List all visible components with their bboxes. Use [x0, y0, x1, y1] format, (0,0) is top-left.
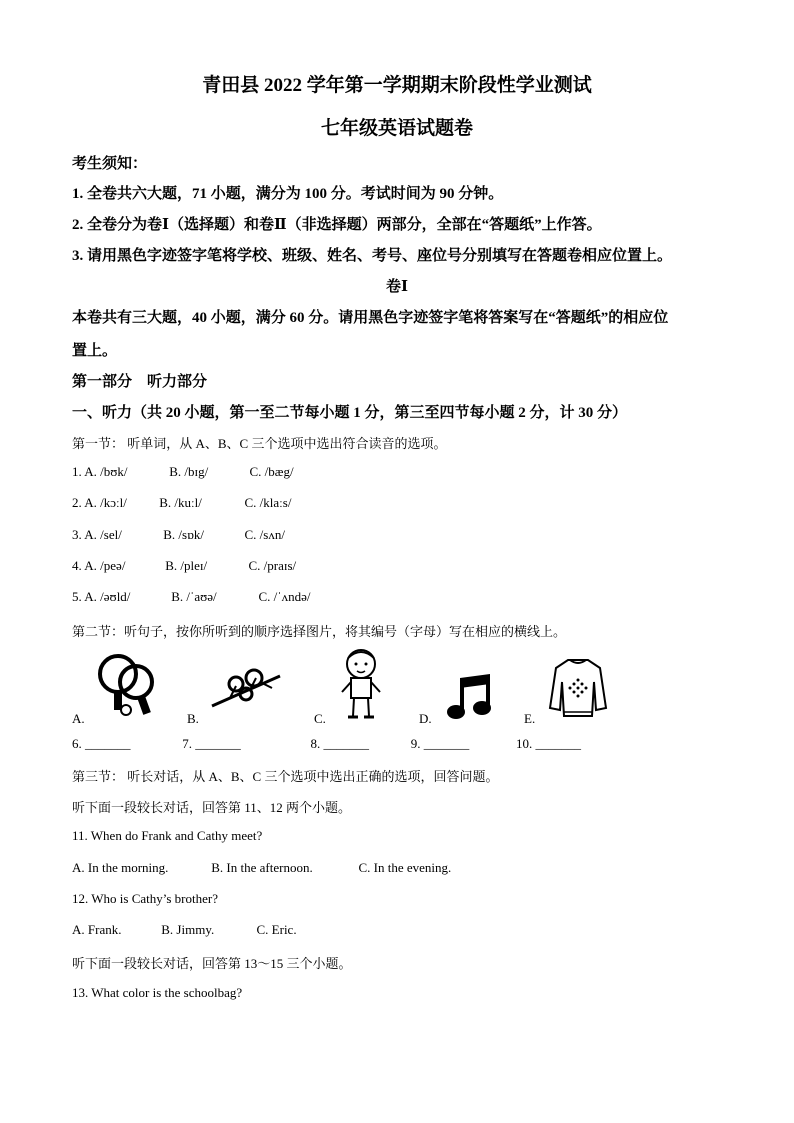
- q1-option-c: C. /bæg/: [249, 464, 294, 479]
- q4-option-a: 4. A. /peə/: [72, 558, 126, 573]
- dialog2-intro: 听下面一段较长对话，回答第 13～15 三个小题。: [72, 956, 352, 971]
- q3-option-a: 3. A. /sel/: [72, 527, 122, 542]
- picture-c-label: C.: [314, 711, 326, 726]
- q2-option-c: C. /klaːs/: [244, 495, 292, 510]
- question-3: [72, 527, 285, 543]
- q2-option-a: 2. A. /kɔːl/: [72, 495, 127, 510]
- sec1-intro: 第一节： 听单词，从 A、B、C 三个选项中选出符合读音的选项。: [72, 436, 447, 451]
- question-1: [72, 464, 294, 480]
- question-5: [72, 589, 311, 605]
- notice-item-3: 3. 请用黑色字迹签字笔将学校、班级、姓名、考号、座位号分别填写在答题卷相应位置上。: [72, 248, 673, 264]
- q4-option-b: B. /pleɪ/: [165, 558, 208, 573]
- notice-item-1: 1. 全卷共六大题，71 小题，满分为 100 分。考试时间为 90 分钟。: [72, 186, 504, 202]
- volume-desc-line-2: 置上。: [72, 343, 118, 359]
- sec2-intro: 第二节：听句子，按你所听到的顺序选择图片，将其编号（字母）写在相应的横线上。: [72, 624, 567, 639]
- question-4: [72, 558, 296, 574]
- page-title: 青田县 2022 学年第一学期期末阶段性学业测试: [202, 75, 592, 96]
- q11-option-c: C. In the evening.: [358, 860, 452, 875]
- music-note-icon: [446, 674, 496, 722]
- q3-option-b: B. /sɒk/: [163, 527, 205, 542]
- notice-item-2: 2. 全卷分为卷Ⅰ（选择题）和卷Ⅱ（非选择题）两部分，全部在“答题纸”上作答。: [72, 217, 602, 233]
- q4-option-c: C. /praɪs/: [248, 558, 297, 573]
- picture-b-label: B.: [187, 711, 199, 726]
- ping-pong-paddles-icon: [96, 652, 158, 718]
- sweater-icon: [546, 656, 610, 720]
- flower-branch-icon: [210, 662, 284, 710]
- volume-label: 卷Ⅰ: [385, 279, 409, 295]
- answer-blank-7[interactable]: 7. _______: [182, 736, 241, 751]
- picture-a-label: A.: [72, 711, 85, 726]
- question-11-options: [72, 860, 451, 876]
- q5-option-a: 5. A. /əʊld/: [72, 589, 131, 604]
- boy-icon: [338, 646, 384, 720]
- q5-option-b: B. /ˈaʊə/: [171, 589, 217, 604]
- q12-option-b: B. Jimmy.: [161, 922, 215, 937]
- q1-option-b: B. /bɪg/: [169, 464, 209, 479]
- question-2: [72, 495, 291, 511]
- question-12-options: [72, 922, 297, 938]
- q12-option-a: A. Frank.: [72, 922, 122, 937]
- answer-blank-9[interactable]: 9. _______: [410, 736, 470, 751]
- question-13: 13. What color is the schoolbag?: [72, 985, 243, 1000]
- q11-option-b: B. In the afternoon.: [211, 860, 313, 875]
- question-11: 11. When do Frank and Cathy meet?: [72, 828, 263, 843]
- sec3-intro: 第三节： 听长对话，从 A、B、C 三个选项中选出正确的选项，回答问题。: [72, 769, 499, 784]
- picture-d-label: D.: [419, 711, 432, 726]
- dialog1-intro: 听下面一段较长对话，回答第 11、12 两个小题。: [72, 800, 352, 815]
- q5-option-c: C. /ˈʌndə/: [258, 589, 311, 604]
- question-12: 12. Who is Cathy’s brother?: [72, 891, 218, 906]
- answer-blank-10[interactable]: 10. _______: [516, 736, 581, 751]
- volume-desc-line-1: 本卷共有三大题，40 小题，满分 60 分。请用黑色字迹签字笔将答案写在“答题纸”的相应位: [72, 310, 669, 326]
- notice-heading: 考生须知：: [72, 156, 148, 172]
- q1-option-a: 1. A. /bʊk/: [72, 464, 128, 479]
- section-heading: 一、听力（共 20 小题，第一至二节每小题 1 分，第三至四节每小题 2 分，计 30 分）: [72, 405, 628, 421]
- page-subtitle: 七年级英语试题卷: [320, 118, 473, 139]
- q3-option-c: C. /sʌn/: [244, 527, 285, 542]
- answer-blanks: [72, 736, 581, 752]
- answer-blank-8[interactable]: 8. _______: [310, 736, 369, 751]
- answer-blank-6[interactable]: 6. _______: [72, 736, 131, 751]
- q11-option-a: A. In the morning.: [72, 860, 169, 875]
- q12-option-c: C. Eric.: [256, 922, 297, 937]
- q2-option-b: B. /kuːl/: [159, 495, 202, 510]
- part-heading: 第一部分 听力部分: [72, 374, 208, 390]
- picture-e-label: E.: [524, 711, 536, 726]
